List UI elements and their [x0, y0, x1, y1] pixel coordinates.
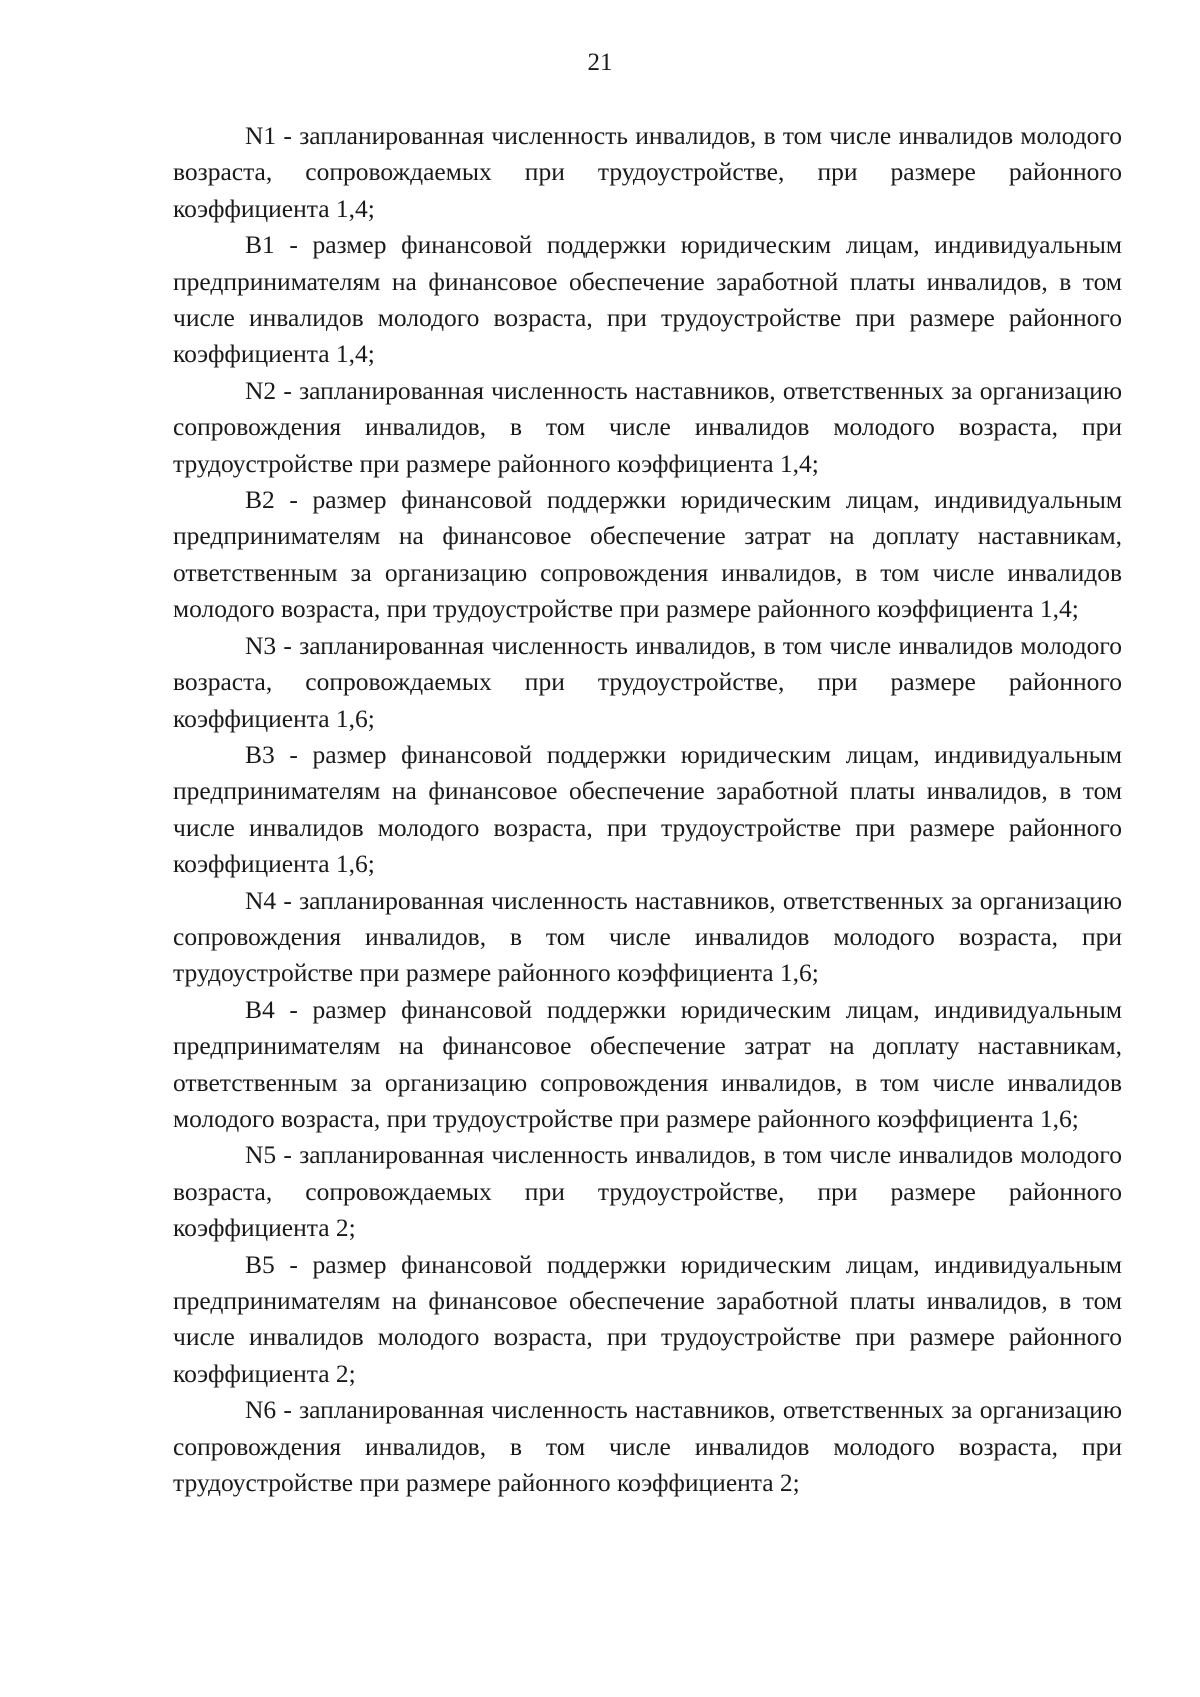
paragraph-b3: B3 - размер финансовой поддержки юридическим лицам, индивидуальным предпринимателям на финансовое обеспечение заработной платы инвалидов, в том числе инвалидов молодого возраста, при трудоустройстве при размере районного коэффициента 1,6;	[173, 739, 1122, 879]
page-number: 21	[587, 49, 613, 76]
paragraph-n6: N6 - запланированная численность наставников, ответственных за организацию сопровождения инвалидов, в том числе инвалидов молодого возраста, при трудоустройстве при размере районного коэффициента 2;	[173, 1395, 1122, 1498]
paragraph-b4: B4 - размер финансовой поддержки юридическим лицам, индивидуальным предпринимателям на финансовое обеспечение затрат на доплату наставникам, ответственным за организацию сопровождения инвалидов, в том числе инвалидов молодого возраста, при трудоустройстве при размере районного коэффициента 1,6;	[173, 994, 1122, 1133]
paragraph-b2: B2 - размер финансовой поддержки юридическим лицам, индивидуальным предпринимателям на финансовое обеспечение затрат на доплату наставникам, ответственным за организацию сопровождения инвалидов, в том числе инвалидов молодого возраста, при трудоустройстве при размере районного коэффициента 1,4;	[173, 485, 1122, 624]
paragraph-n4: N4 - запланированная численность наставников, ответственных за организацию сопровождения инвалидов, в том числе инвалидов молодого возраста, при трудоустройстве при размере районного коэффициента 1,6;	[173, 885, 1122, 988]
paragraph-b1: B1 - размер финансовой поддержки юридическим лицам, индивидуальным предпринимателям на финансовое обеспечение заработной платы инвалидов, в том числе инвалидов молодого возраста, при трудоустройстве при размере районного коэффициента 1,4;	[173, 230, 1122, 369]
body-text	[173, 118, 1122, 1501]
paragraph-b5: B5 - размер финансовой поддержки юридическим лицам, индивидуальным предпринимателям на финансовое обеспечение заработной платы инвалидов, в том числе инвалидов молодого возраста, при трудоустройстве при размере районного коэффициента 2;	[173, 1249, 1122, 1388]
paragraph-n3: N3 - запланированная численность инвалидов, в том числе инвалидов молодого возраста, сопровождаемых при трудоустройстве, при размере районного коэффициента 1,6;	[173, 630, 1122, 733]
paragraph-n1: N1 - запланированная численность инвалидов, в том числе инвалидов молодого возраста, сопровождаемых при трудоустройстве, при размере районного коэффициента 1,4;	[173, 121, 1122, 223]
paragraph-n2: N2 - запланированная численность наставников, ответственных за организацию сопровождения инвалидов, в том числе инвалидов молодого возраста, при трудоустройстве при размере районного коэффициента 1,4;	[173, 375, 1122, 478]
paragraph-n5: N5 - запланированная численность инвалидов, в том числе инвалидов молодого возраста, сопровождаемых при трудоустройстве, при размере районного коэффициента 2;	[173, 1140, 1122, 1243]
